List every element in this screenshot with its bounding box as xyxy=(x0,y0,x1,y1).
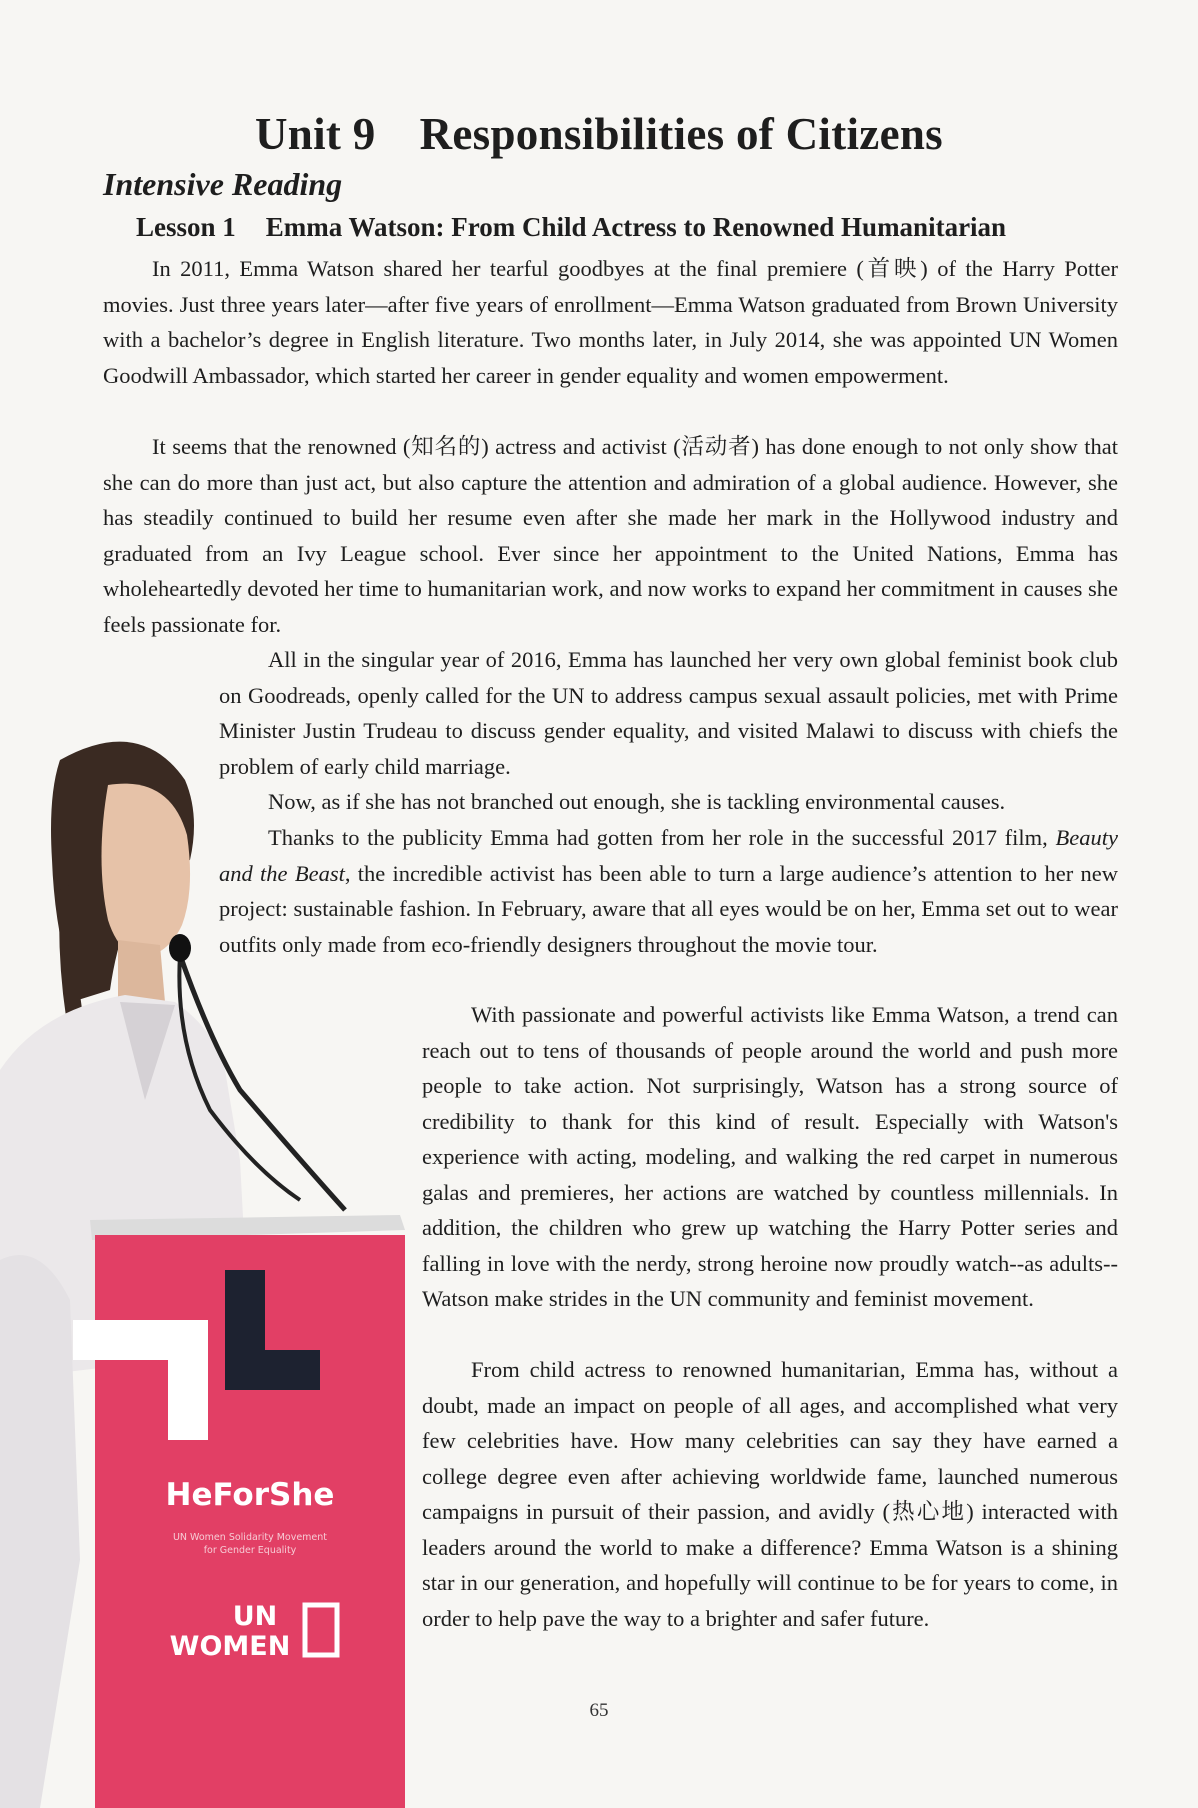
paragraph-2: It seems that the renowned (知名的) actress and activist (活动者) has done enough to not only show that she can do more than just act, but also capture the attention and admiration of a global audience. However, she has steadily continued to build her resume even after she made her mark in the Hollywood industry and graduated from an Ivy League school. Ever since her appointment to the United Nations, Emma has wholeheartedly devoted her time to humanitarian work, and now works to expand her commitment in causes she feels passionate for. xyxy=(103,434,1118,637)
lesson-title xyxy=(136,212,1006,243)
lesson-name: Emma Watson: From Child Actress to Renowned Humanitarian xyxy=(265,212,1007,242)
paragraph-3: All in the singular year of 2016, Emma has launched her very own global feminist book club on Goodreads, openly called for the UN to address campus sexual assault policies, met with Prime Minister Justin Trudeau to discuss gender equality, and visited Malawi to discuss with chiefs the problem of early child marriage. xyxy=(219,647,1118,779)
paragraph-1: In 2011, Emma Watson shared her tearful goodbyes at the final premiere (首映) of the Harry Potter movies. Just three years later—after five years of enrollment—Emma Watson graduated from Brown University with a bachelor’s degree in English literature. Two months later, in July 2014, she was appointed UN Women Goodwill Ambassador, which started her career in gender equality and women empowerment. xyxy=(103,256,1118,388)
podium-logo-women: WOMEN xyxy=(169,1631,291,1662)
paragraph-4: Now, as if she has not branched out enough, she is tackling environmental causes. xyxy=(268,789,1006,814)
podium-tagline-2: for Gender Equality xyxy=(203,1545,297,1556)
emma-watson-photo xyxy=(0,740,412,1808)
podium-brand: HeForShe xyxy=(165,1477,335,1513)
film-title: Beauty and the Beast xyxy=(219,825,1118,886)
page-number: 65 xyxy=(589,1700,609,1721)
section-title: Intensive Reading xyxy=(103,166,343,202)
unit-title xyxy=(0,108,1198,160)
unit-number: Unit 9 xyxy=(255,109,376,159)
unit-name: Responsibilities of Citizens xyxy=(419,109,943,159)
paragraph-5-end: , the incredible activist has been able to turn a large audience’s attention to her new project: sustainable fashion. In February, aware that all eyes would be on her, Emma set out to wear outfits only made from eco-friendly designers throughout the movie tour. xyxy=(219,860,1118,957)
podium-tagline-1: UN Women Solidarity Movement xyxy=(172,1532,328,1543)
paragraph-7: From child actress to renowned humanitarian, Emma has, without a doubt, made an impact on people of all ages, and accomplished what very few celebrities have. How many celebrities can say they have earned a college degree even after achieving worldwide fame, launched numerous campaigns in pursuit of their passion, and avidly (热心地) interacted with leaders around the world to make a difference? Emma Watson is a shining star in our generation, and hopefully will continue to be for years to come, in order to help pave the way to a brighter and safer future. xyxy=(422,1357,1118,1631)
paragraph-5-start: Thanks to the publicity Emma had gotten from her role in the successful 2017 film, xyxy=(268,825,1056,850)
podium-logo-un: UN xyxy=(232,1601,278,1632)
paragraph-6: With passionate and powerful activists like Emma Watson, a trend can reach out to tens of thousands of people around the world and push more people to take action. Not surprisingly, Watson has a strong source of credibility to thank for this kind of result. Especially with Watson's experience with acting, modeling, and walking the red carpet in numerous galas and premieres, her actions are watched by countless millennials. In addition, the children who grew up watching the Harry Potter series and falling in love with the nerdy, strong heroine now proudly watch--as adults--Watson make strides in the UN community and feminist movement. xyxy=(422,1002,1118,1311)
lesson-number: Lesson 1 xyxy=(136,212,236,242)
